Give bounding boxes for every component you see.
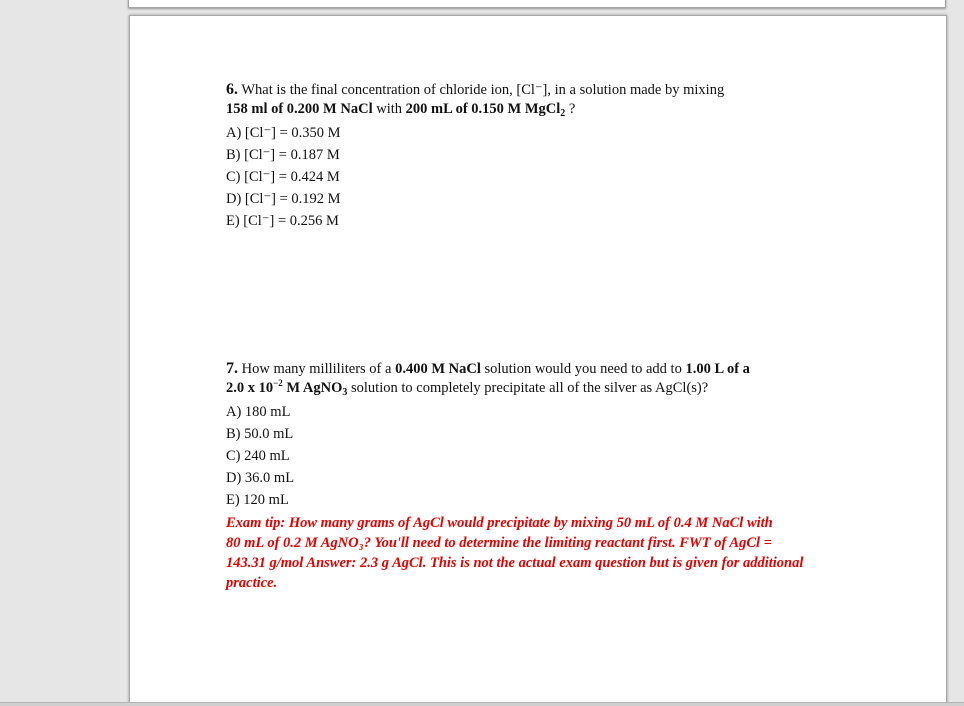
question-6-qmark: ? [565, 101, 576, 117]
viewer-bottom-edge [0, 702, 964, 706]
question-6-line-2 [226, 100, 846, 120]
question-7 [226, 359, 846, 593]
question-7-volume: 1.00 L of a [685, 361, 750, 377]
question-6-number: 6. [226, 81, 238, 98]
question-7-options [226, 401, 846, 511]
question-6-nacl: 158 ml of 0.200 M NaCl [226, 101, 373, 117]
question-7-line-2 [226, 379, 846, 399]
question-7-option-a: A) 180 mL [226, 404, 291, 420]
document-page [129, 15, 947, 706]
question-7-line-1 [226, 359, 846, 379]
exam-tip-line-1: Exam tip: How many grams of AgCl would precipitate by mixing 50 mL of 0.4 M NaCl with [226, 515, 773, 531]
question-6-text: What is the final concentration of chloride ion, [Cl⁻], in a solution made by mixing [241, 82, 725, 98]
question-7-conc-exp: −2 [273, 378, 283, 388]
question-6-option-d: D) [Cl⁻] = 0.192 M [226, 191, 341, 207]
question-6-option-a: A) [Cl⁻] = 0.350 M [226, 125, 341, 141]
exam-tip [226, 513, 886, 593]
question-7-conc: 2.0 x 10 [226, 380, 274, 396]
question-7-nacl: 0.400 M NaCl [395, 361, 481, 377]
question-7-option-b: B) 50.0 mL [226, 426, 294, 442]
question-6-options [226, 122, 846, 232]
previous-page-edge [128, 0, 946, 8]
question-6-line-1 [226, 80, 846, 100]
question-6-option-e: E) [Cl⁻] = 0.256 M [226, 213, 339, 229]
exam-tip-line-3: 143.31 g/mol Answer: 2.3 g AgCl. This is not the actual exam question but is given for additional [226, 555, 804, 571]
question-7-agno-sub: 3 [342, 387, 348, 398]
question-6-option-b: B) [Cl⁻] = 0.187 M [226, 147, 340, 163]
question-6 [226, 80, 846, 232]
question-7-option-e: E) 120 mL [226, 492, 289, 508]
question-7-text-c: solution would you need to add to [480, 361, 686, 377]
exam-tip-line-4: practice. [226, 575, 278, 591]
question-7-agno: M AgNO [282, 380, 343, 396]
question-6-with: with [372, 101, 406, 117]
exam-tip-line-2: 80 mL of 0.2 M AgNO₃? You'll need to determine the limiting reactant first. FWT of AgCl = [226, 535, 772, 551]
question-6-option-c: C) [Cl⁻] = 0.424 M [226, 169, 340, 185]
question-7-text-a: How many milliliters of a [241, 361, 396, 377]
question-7-number: 7. [226, 360, 238, 377]
question-7-text-rest: solution to completely precipitate all of the silver as AgCl(s)? [347, 380, 709, 396]
question-6-mgcl: 200 mL of 0.150 M MgCl [405, 101, 561, 117]
question-6-mgcl-sub: 2 [560, 108, 566, 119]
question-7-option-c: C) 240 mL [226, 448, 290, 464]
question-7-option-d: D) 36.0 mL [226, 470, 295, 486]
